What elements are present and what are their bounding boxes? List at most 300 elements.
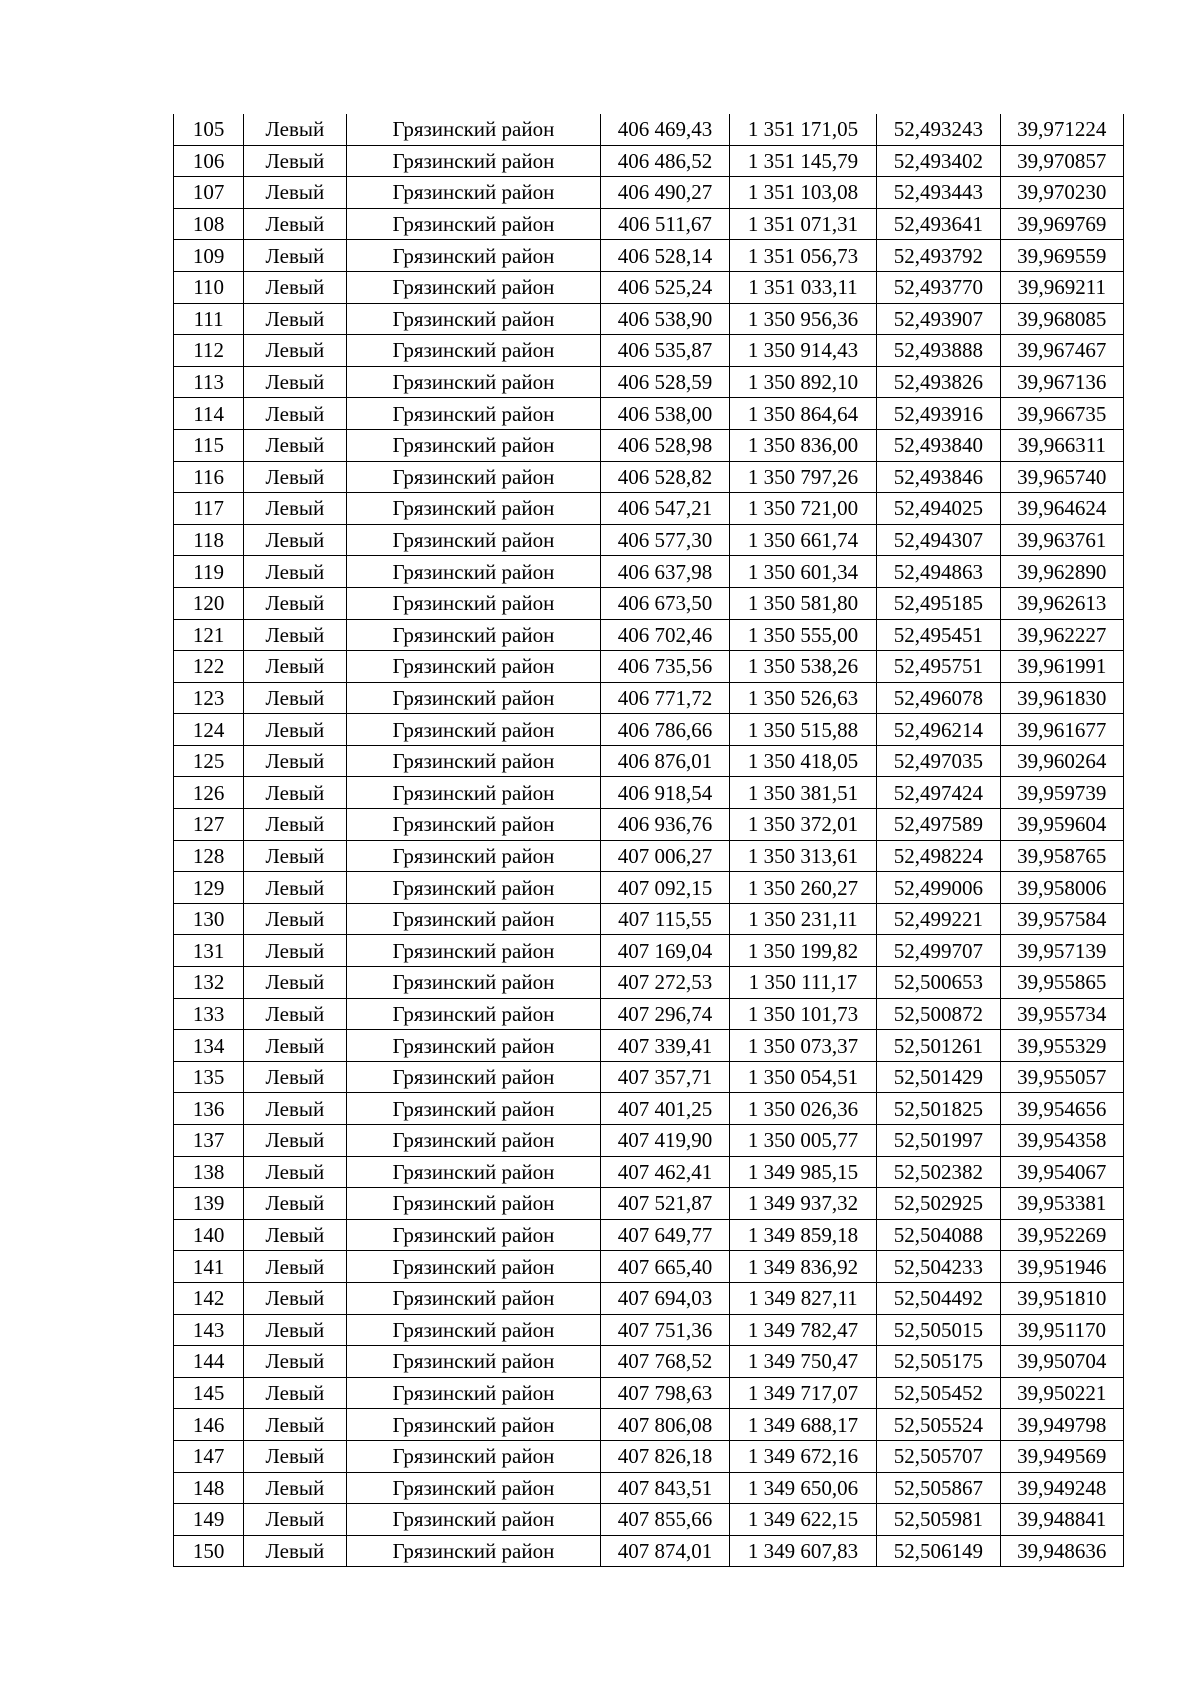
latitude-cell: 52,497035 [877,745,1000,777]
longitude-cell: 39,949569 [1000,1440,1123,1472]
bank-cell: Левый [244,366,346,398]
point-number-cell: 129 [174,872,244,904]
table-row [174,998,1124,1030]
latitude-cell: 52,494025 [877,493,1000,525]
y-coordinate-cell: 1 349 688,17 [729,1409,876,1441]
district-cell: Грязинский район [346,1188,601,1220]
latitude-cell: 52,502382 [877,1156,1000,1188]
point-number-cell: 144 [174,1346,244,1378]
x-coordinate-cell: 406 702,46 [601,619,729,651]
district-cell: Грязинский район [346,840,601,872]
longitude-cell: 39,954067 [1000,1156,1123,1188]
x-coordinate-cell: 407 806,08 [601,1409,729,1441]
point-number-cell: 123 [174,682,244,714]
latitude-cell: 52,493840 [877,429,1000,461]
latitude-cell: 52,500872 [877,998,1000,1030]
table-row [174,1504,1124,1536]
table-row [174,556,1124,588]
bank-cell: Левый [244,524,346,556]
y-coordinate-cell: 1 349 607,83 [729,1535,876,1567]
bank-cell: Левый [244,967,346,999]
longitude-cell: 39,957139 [1000,935,1123,967]
x-coordinate-cell: 406 577,30 [601,524,729,556]
point-number-cell: 121 [174,619,244,651]
y-coordinate-cell: 1 350 555,00 [729,619,876,651]
district-cell: Грязинский район [346,998,601,1030]
longitude-cell: 39,970230 [1000,177,1123,209]
y-coordinate-cell: 1 350 892,10 [729,366,876,398]
latitude-cell: 52,505707 [877,1440,1000,1472]
x-coordinate-cell: 406 538,90 [601,303,729,335]
table-row [174,1377,1124,1409]
bank-cell: Левый [244,619,346,651]
table-row [174,619,1124,651]
point-number-cell: 122 [174,651,244,683]
district-cell: Грязинский район [346,1440,601,1472]
district-cell: Грязинский район [346,1409,601,1441]
y-coordinate-cell: 1 349 827,11 [729,1282,876,1314]
x-coordinate-cell: 406 786,66 [601,714,729,746]
bank-cell: Левый [244,1472,346,1504]
district-cell: Грязинский район [346,1314,601,1346]
table-row [174,208,1124,240]
point-number-cell: 130 [174,903,244,935]
y-coordinate-cell: 1 350 372,01 [729,809,876,841]
table-row [174,682,1124,714]
coordinates-table [173,114,1124,1567]
table-row [174,1219,1124,1251]
x-coordinate-cell: 407 855,66 [601,1504,729,1536]
latitude-cell: 52,495751 [877,651,1000,683]
longitude-cell: 39,951810 [1000,1282,1123,1314]
longitude-cell: 39,949798 [1000,1409,1123,1441]
x-coordinate-cell: 407 874,01 [601,1535,729,1567]
table-row [174,303,1124,335]
longitude-cell: 39,954656 [1000,1093,1123,1125]
district-cell: Грязинский район [346,1125,601,1157]
x-coordinate-cell: 407 296,74 [601,998,729,1030]
x-coordinate-cell: 406 535,87 [601,335,729,367]
point-number-cell: 143 [174,1314,244,1346]
table-row [174,145,1124,177]
y-coordinate-cell: 1 351 145,79 [729,145,876,177]
x-coordinate-cell: 406 525,24 [601,271,729,303]
longitude-cell: 39,949248 [1000,1472,1123,1504]
table-row [174,398,1124,430]
district-cell: Грязинский район [346,240,601,272]
x-coordinate-cell: 407 649,77 [601,1219,729,1251]
bank-cell: Левый [244,777,346,809]
district-cell: Грязинский район [346,1472,601,1504]
latitude-cell: 52,493402 [877,145,1000,177]
point-number-cell: 107 [174,177,244,209]
table-row [174,1346,1124,1378]
district-cell: Грязинский район [346,303,601,335]
district-cell: Грязинский район [346,114,601,145]
district-cell: Грязинский район [346,619,601,651]
table-row [174,271,1124,303]
y-coordinate-cell: 1 349 650,06 [729,1472,876,1504]
bank-cell: Левый [244,398,346,430]
x-coordinate-cell: 407 798,63 [601,1377,729,1409]
point-number-cell: 145 [174,1377,244,1409]
district-cell: Грязинский район [346,335,601,367]
y-coordinate-cell: 1 350 073,37 [729,1030,876,1062]
bank-cell: Левый [244,1030,346,1062]
table-row [174,745,1124,777]
bank-cell: Левый [244,1440,346,1472]
latitude-cell: 52,493443 [877,177,1000,209]
bank-cell: Левый [244,587,346,619]
longitude-cell: 39,948841 [1000,1504,1123,1536]
latitude-cell: 52,497424 [877,777,1000,809]
y-coordinate-cell: 1 349 782,47 [729,1314,876,1346]
table-row [174,1409,1124,1441]
x-coordinate-cell: 406 771,72 [601,682,729,714]
longitude-cell: 39,955057 [1000,1061,1123,1093]
x-coordinate-cell: 406 918,54 [601,777,729,809]
point-number-cell: 115 [174,429,244,461]
latitude-cell: 52,493641 [877,208,1000,240]
point-number-cell: 142 [174,1282,244,1314]
point-number-cell: 112 [174,335,244,367]
district-cell: Грязинский район [346,745,601,777]
latitude-cell: 52,501997 [877,1125,1000,1157]
longitude-cell: 39,960264 [1000,745,1123,777]
latitude-cell: 52,505867 [877,1472,1000,1504]
y-coordinate-cell: 1 349 622,15 [729,1504,876,1536]
bank-cell: Левый [244,1219,346,1251]
y-coordinate-cell: 1 351 171,05 [729,114,876,145]
district-cell: Грязинский район [346,1377,601,1409]
longitude-cell: 39,952269 [1000,1219,1123,1251]
longitude-cell: 39,958006 [1000,872,1123,904]
x-coordinate-cell: 407 401,25 [601,1093,729,1125]
longitude-cell: 39,957584 [1000,903,1123,935]
point-number-cell: 132 [174,967,244,999]
table-row [174,1156,1124,1188]
y-coordinate-cell: 1 350 864,64 [729,398,876,430]
x-coordinate-cell: 406 936,76 [601,809,729,841]
y-coordinate-cell: 1 349 672,16 [729,1440,876,1472]
y-coordinate-cell: 1 350 836,00 [729,429,876,461]
point-number-cell: 133 [174,998,244,1030]
point-number-cell: 148 [174,1472,244,1504]
x-coordinate-cell: 406 511,67 [601,208,729,240]
x-coordinate-cell: 407 272,53 [601,967,729,999]
longitude-cell: 39,962613 [1000,587,1123,619]
longitude-cell: 39,951170 [1000,1314,1123,1346]
latitude-cell: 52,505175 [877,1346,1000,1378]
bank-cell: Левый [244,1061,346,1093]
longitude-cell: 39,962227 [1000,619,1123,651]
point-number-cell: 138 [174,1156,244,1188]
latitude-cell: 52,499707 [877,935,1000,967]
longitude-cell: 39,948636 [1000,1535,1123,1567]
y-coordinate-cell: 1 350 601,34 [729,556,876,588]
latitude-cell: 52,497589 [877,809,1000,841]
longitude-cell: 39,970857 [1000,145,1123,177]
longitude-cell: 39,955329 [1000,1030,1123,1062]
y-coordinate-cell: 1 350 381,51 [729,777,876,809]
y-coordinate-cell: 1 350 526,63 [729,682,876,714]
x-coordinate-cell: 406 490,27 [601,177,729,209]
y-coordinate-cell: 1 349 717,07 [729,1377,876,1409]
bank-cell: Левый [244,872,346,904]
district-cell: Грязинский район [346,493,601,525]
table-row [174,114,1124,145]
latitude-cell: 52,504492 [877,1282,1000,1314]
latitude-cell: 52,502925 [877,1188,1000,1220]
table-row [174,1125,1124,1157]
longitude-cell: 39,969211 [1000,271,1123,303]
point-number-cell: 134 [174,1030,244,1062]
bank-cell: Левый [244,998,346,1030]
y-coordinate-cell: 1 350 005,77 [729,1125,876,1157]
x-coordinate-cell: 407 339,41 [601,1030,729,1062]
district-cell: Грязинский район [346,271,601,303]
point-number-cell: 119 [174,556,244,588]
point-number-cell: 141 [174,1251,244,1283]
table-row [174,177,1124,209]
y-coordinate-cell: 1 350 797,26 [729,461,876,493]
district-cell: Грязинский район [346,1282,601,1314]
point-number-cell: 139 [174,1188,244,1220]
x-coordinate-cell: 407 006,27 [601,840,729,872]
x-coordinate-cell: 406 528,98 [601,429,729,461]
bank-cell: Левый [244,1409,346,1441]
latitude-cell: 52,504088 [877,1219,1000,1251]
table-row [174,1061,1124,1093]
district-cell: Грязинский район [346,714,601,746]
point-number-cell: 117 [174,493,244,525]
point-number-cell: 146 [174,1409,244,1441]
x-coordinate-cell: 406 528,82 [601,461,729,493]
district-cell: Грязинский район [346,1504,601,1536]
x-coordinate-cell: 406 735,56 [601,651,729,683]
table-row [174,935,1124,967]
x-coordinate-cell: 407 665,40 [601,1251,729,1283]
table-row [174,1282,1124,1314]
y-coordinate-cell: 1 350 231,11 [729,903,876,935]
point-number-cell: 136 [174,1093,244,1125]
point-number-cell: 137 [174,1125,244,1157]
bank-cell: Левый [244,145,346,177]
point-number-cell: 111 [174,303,244,335]
district-cell: Грязинский район [346,461,601,493]
y-coordinate-cell: 1 350 313,61 [729,840,876,872]
x-coordinate-cell: 407 357,71 [601,1061,729,1093]
y-coordinate-cell: 1 351 033,11 [729,271,876,303]
bank-cell: Левый [244,493,346,525]
y-coordinate-cell: 1 350 956,36 [729,303,876,335]
bank-cell: Левый [244,335,346,367]
district-cell: Грязинский район [346,1030,601,1062]
table-row [174,903,1124,935]
table-row [174,240,1124,272]
latitude-cell: 52,493888 [877,335,1000,367]
bank-cell: Левый [244,1314,346,1346]
point-number-cell: 108 [174,208,244,240]
latitude-cell: 52,501261 [877,1030,1000,1062]
point-number-cell: 114 [174,398,244,430]
point-number-cell: 116 [174,461,244,493]
bank-cell: Левый [244,303,346,335]
point-number-cell: 118 [174,524,244,556]
latitude-cell: 52,505981 [877,1504,1000,1536]
y-coordinate-cell: 1 351 071,31 [729,208,876,240]
district-cell: Грязинский район [346,429,601,461]
latitude-cell: 52,493770 [877,271,1000,303]
point-number-cell: 131 [174,935,244,967]
x-coordinate-cell: 406 876,01 [601,745,729,777]
x-coordinate-cell: 407 694,03 [601,1282,729,1314]
latitude-cell: 52,494307 [877,524,1000,556]
district-cell: Грязинский район [346,935,601,967]
x-coordinate-cell: 406 528,59 [601,366,729,398]
table-row [174,1251,1124,1283]
y-coordinate-cell: 1 349 750,47 [729,1346,876,1378]
latitude-cell: 52,494863 [877,556,1000,588]
district-cell: Грязинский район [346,556,601,588]
district-cell: Грязинский район [346,682,601,714]
x-coordinate-cell: 407 751,36 [601,1314,729,1346]
point-number-cell: 128 [174,840,244,872]
latitude-cell: 52,504233 [877,1251,1000,1283]
bank-cell: Левый [244,651,346,683]
table-row [174,493,1124,525]
y-coordinate-cell: 1 350 026,36 [729,1093,876,1125]
table-row [174,366,1124,398]
longitude-cell: 39,968085 [1000,303,1123,335]
district-cell: Грязинский район [346,651,601,683]
longitude-cell: 39,954358 [1000,1125,1123,1157]
district-cell: Грязинский район [346,587,601,619]
longitude-cell: 39,964624 [1000,493,1123,525]
latitude-cell: 52,496078 [877,682,1000,714]
x-coordinate-cell: 406 538,00 [601,398,729,430]
bank-cell: Левый [244,1156,346,1188]
district-cell: Грязинский район [346,1219,601,1251]
latitude-cell: 52,493826 [877,366,1000,398]
longitude-cell: 39,963761 [1000,524,1123,556]
district-cell: Грязинский район [346,777,601,809]
latitude-cell: 52,500653 [877,967,1000,999]
latitude-cell: 52,505452 [877,1377,1000,1409]
district-cell: Грязинский район [346,903,601,935]
y-coordinate-cell: 1 350 418,05 [729,745,876,777]
bank-cell: Левый [244,240,346,272]
table-row [174,651,1124,683]
district-cell: Грязинский район [346,177,601,209]
longitude-cell: 39,962890 [1000,556,1123,588]
y-coordinate-cell: 1 350 260,27 [729,872,876,904]
point-number-cell: 110 [174,271,244,303]
point-number-cell: 150 [174,1535,244,1567]
point-number-cell: 106 [174,145,244,177]
bank-cell: Левый [244,271,346,303]
district-cell: Грязинский район [346,967,601,999]
longitude-cell: 39,950704 [1000,1346,1123,1378]
x-coordinate-cell: 407 843,51 [601,1472,729,1504]
x-coordinate-cell: 406 673,50 [601,587,729,619]
table-row [174,1314,1124,1346]
table-row [174,777,1124,809]
district-cell: Грязинский район [346,366,601,398]
longitude-cell: 39,967136 [1000,366,1123,398]
latitude-cell: 52,505015 [877,1314,1000,1346]
table-row [174,1093,1124,1125]
table-row [174,429,1124,461]
y-coordinate-cell: 1 351 056,73 [729,240,876,272]
coordinates-table-body [174,114,1124,1567]
y-coordinate-cell: 1 350 661,74 [729,524,876,556]
table-row [174,809,1124,841]
y-coordinate-cell: 1 350 581,80 [729,587,876,619]
longitude-cell: 39,950221 [1000,1377,1123,1409]
district-cell: Грязинский район [346,1535,601,1567]
bank-cell: Левый [244,1535,346,1567]
bank-cell: Левый [244,809,346,841]
point-number-cell: 120 [174,587,244,619]
y-coordinate-cell: 1 351 103,08 [729,177,876,209]
y-coordinate-cell: 1 350 054,51 [729,1061,876,1093]
latitude-cell: 52,493907 [877,303,1000,335]
longitude-cell: 39,966735 [1000,398,1123,430]
point-number-cell: 124 [174,714,244,746]
y-coordinate-cell: 1 350 199,82 [729,935,876,967]
bank-cell: Левый [244,1251,346,1283]
x-coordinate-cell: 407 169,04 [601,935,729,967]
latitude-cell: 52,495185 [877,587,1000,619]
latitude-cell: 52,495451 [877,619,1000,651]
latitude-cell: 52,493792 [877,240,1000,272]
bank-cell: Левый [244,1093,346,1125]
longitude-cell: 39,955734 [1000,998,1123,1030]
table-row [174,461,1124,493]
bank-cell: Левый [244,556,346,588]
longitude-cell: 39,971224 [1000,114,1123,145]
y-coordinate-cell: 1 350 111,17 [729,967,876,999]
longitude-cell: 39,961991 [1000,651,1123,683]
point-number-cell: 149 [174,1504,244,1536]
bank-cell: Левый [244,1282,346,1314]
y-coordinate-cell: 1 349 985,15 [729,1156,876,1188]
latitude-cell: 52,506149 [877,1535,1000,1567]
longitude-cell: 39,951946 [1000,1251,1123,1283]
x-coordinate-cell: 407 115,55 [601,903,729,935]
bank-cell: Левый [244,903,346,935]
y-coordinate-cell: 1 350 721,00 [729,493,876,525]
latitude-cell: 52,501825 [877,1093,1000,1125]
x-coordinate-cell: 406 528,14 [601,240,729,272]
district-cell: Грязинский район [346,398,601,430]
latitude-cell: 52,499006 [877,872,1000,904]
bank-cell: Левый [244,177,346,209]
x-coordinate-cell: 407 521,87 [601,1188,729,1220]
bank-cell: Левый [244,208,346,240]
bank-cell: Левый [244,1346,346,1378]
point-number-cell: 105 [174,114,244,145]
y-coordinate-cell: 1 350 914,43 [729,335,876,367]
latitude-cell: 52,493846 [877,461,1000,493]
table-row [174,1440,1124,1472]
point-number-cell: 127 [174,809,244,841]
x-coordinate-cell: 407 768,52 [601,1346,729,1378]
y-coordinate-cell: 1 350 101,73 [729,998,876,1030]
x-coordinate-cell: 407 419,90 [601,1125,729,1157]
point-number-cell: 109 [174,240,244,272]
